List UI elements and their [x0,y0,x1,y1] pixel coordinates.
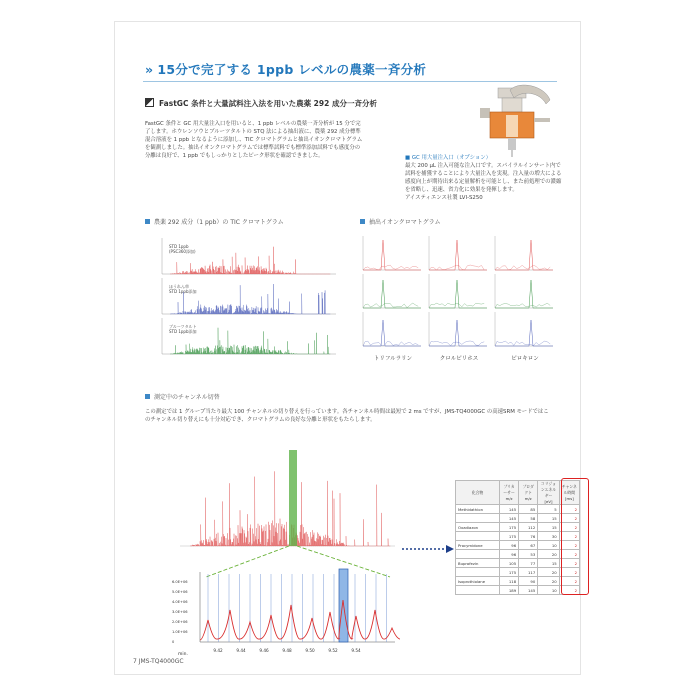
cell-ms: 2 [559,505,579,514]
cell-ce: 20 [538,577,559,586]
cell-ce: 10 [538,586,559,595]
eic-trace [363,240,421,270]
cell-ms: 2 [559,577,579,586]
eic-noise [495,265,550,270]
cell-compound: Procymidone [456,541,500,550]
y-tick-label: 3.0E+06 [172,610,188,614]
y-tick-label: 6.0E+06 [172,580,188,584]
page-title: » 15分で完了する 1ppb レベルの農薬一斉分析 [145,62,427,77]
eic-noise [363,341,418,346]
switching-heading: 測定中のチャンネル切替 [145,392,220,401]
cell-compound: Oxadiazon [456,523,500,532]
eic-chromatograms [355,234,565,362]
cell-ms: 2 [559,541,579,550]
cell-pro: 90 [519,577,538,586]
y-tick-label: 2.0E+06 [172,620,188,624]
y-tick-label: 1.0E+06 [172,630,188,634]
page-footer: 7 JMS-TQ4000GC [133,658,184,665]
eic-noise [495,341,550,346]
eic-noise [363,303,418,308]
arrow-right-icon [446,545,454,553]
y-tick-label: 5.0E+06 [172,590,188,594]
tic-label-2b: STD 1ppb添加 [169,289,197,294]
eic-trace [363,280,421,308]
cell-pro: 67 [519,541,538,550]
square-bullet-icon [360,219,365,224]
document-page [115,22,580,674]
cell-compound [456,586,500,595]
square-bullet-icon [145,394,150,399]
cell-ms: 2 [559,532,579,541]
eic-compound-2: クロルピリホス [439,356,479,362]
x-tick-label: 9.52 [328,648,338,653]
square-bullet-icon [145,219,150,224]
square-bullet-icon: ■ [405,155,412,161]
x-tick-label: 9.50 [305,648,315,653]
eic-noise [495,303,550,308]
cell-ce: 15 [538,559,559,568]
col-compound: 化合物 [456,481,500,505]
cell-compound [456,532,500,541]
cell-pro: 77 [519,559,538,568]
cell-compound: Isoprothiolane [456,577,500,586]
col-precursor: プリカーサー m/z [500,481,519,505]
cell-pre: 175 [500,523,519,532]
eic-noise [429,303,484,308]
x-tick-label: 9.44 [236,648,246,653]
eic-noise [429,341,484,346]
cell-compound: Buprofezin [456,559,500,568]
zoom-guide-left [206,546,289,577]
eic-compound-3: ピロキロン [511,356,539,362]
injector-caption: ■ GC 用大量注入口（オプション） 最大 200 μL 注入可能な注入口です。スパイラルインサート内で試料を捕獲することにより大量注入を実現。注入量の増大による感度向上が期待出来る定量解析を可能とし、また前処理での濃縮を省略し、迅速、省力化に効果を発揮します。 アイスティエンス社製 LVI-S250 [405,155,562,201]
cell-pre: 189 [500,586,519,595]
eic-noise [429,265,484,270]
y-tick-label: 4.0E+06 [172,600,188,604]
cell-ms: 2 [559,568,579,577]
switching-paragraph: この測定では 1 グループ当たり最大 100 チャンネルの切り替えを行っています。各チャンネル時間は最短で 2 ms ですが、JMS-TQ4000GC の高速SRM モードではこのチャンネル切り替えにも十分対応でき、クロマトグラムの良好な分離と形状をもたらします。 [145,409,549,423]
cell-ms: 2 [559,559,579,568]
cell-ce: 30 [538,532,559,541]
cell-compound: Methidathion [456,505,500,514]
cell-pro: 117 [519,568,538,577]
tic-label-1a: STD 1ppb [169,244,189,249]
cell-pre: 175 [500,568,519,577]
cell-pre: 96 [500,550,519,559]
x-tick-label: 9.54 [351,648,361,653]
col-collision: コリジョンエネルギー [eV] [538,481,559,505]
tic-label-2a: ほうれん草 [169,284,189,289]
col-product: プロダクト m/z [519,481,538,505]
chevron-right-icon: » [145,62,154,77]
eic-heading: 抽出イオンクロマトグラム [360,217,441,226]
cell-pre: 145 [500,514,519,523]
cell-pro: 58 [519,514,538,523]
cell-ms: 2 [559,523,579,532]
tic-label-3b: STD 1ppb添加 [169,329,197,334]
x-tick-label: 9.46 [259,648,269,653]
zoom-trace [200,600,400,640]
intro-paragraph: FastGC 条件と GC 用大量注入口を用いると、1 ppb レベルの農薬一斉分析が 15 分で完了します。ホウレンソウとブルーツタルトの STQ 法による抽出液に、農薬 292 成分標準混合溶液を 1 ppb となるように添加し、TIC クロマトグラムと抽出イオンクロマトグラムを観測しました。抽出イオンクロマトグラムでは標準試料でも標準添加試料でも感度分の分離は良好で、1 ppb でもしっかりとしたピーク形状を確認できました。 [145,121,363,159]
section-subheading: FastGC 条件と大量試料注入法を用いた農薬 292 成分一斉分析 [145,98,377,109]
cell-pre: 118 [500,577,519,586]
cell-pre: 96 [500,541,519,550]
cell-ce: 20 [538,550,559,559]
tic-chromatogram [150,236,340,366]
tic-label-3a: ブルーツタルト [169,324,197,329]
cell-pre: 105 [500,559,519,568]
x-tick-label: 9.48 [282,648,292,653]
cell-compound [456,568,500,577]
tic-label-1b: (PSC360添加) [169,249,196,254]
cell-ms: 2 [559,514,579,523]
eic-compound-1: トリフルラリン [373,356,413,362]
cell-ce: 10 [538,541,559,550]
channel-time-highlight [561,478,589,595]
eic-trace [363,320,421,346]
zoom-region-highlight [289,450,297,546]
cell-pro: 76 [519,532,538,541]
injector-illustration [450,82,560,157]
eic-trace [429,320,487,346]
x-tick-label: 9.42 [213,648,223,653]
cell-ms: 2 [559,550,579,559]
cell-compound [456,514,500,523]
cell-pro: 112 [519,523,538,532]
cell-ce: 15 [538,514,559,523]
y-tick-label: 0 [172,640,175,644]
arrow-connector [400,544,456,554]
cell-pro: 85 [519,505,538,514]
channel-switching-chart [170,442,400,662]
square-bullet-icon [145,98,154,107]
cell-ms: 2 [559,586,579,595]
eic-noise [363,265,418,270]
cell-pre: 145 [500,505,519,514]
cell-compound [456,550,500,559]
x-unit-label: min. [178,652,188,657]
tic-heading: 農薬 292 成分（1 ppb）の TIC クロマトグラム [145,217,284,226]
cell-pre: 175 [500,532,519,541]
eic-trace [495,320,553,346]
cell-ce: 15 [538,523,559,532]
cell-pro: 53 [519,550,538,559]
cell-ce: 5 [538,505,559,514]
col-channel-time: チャンネル時間 [ms] [559,481,579,505]
cell-ce: 20 [538,568,559,577]
eic-trace [495,240,553,270]
cell-pro: 145 [519,586,538,595]
